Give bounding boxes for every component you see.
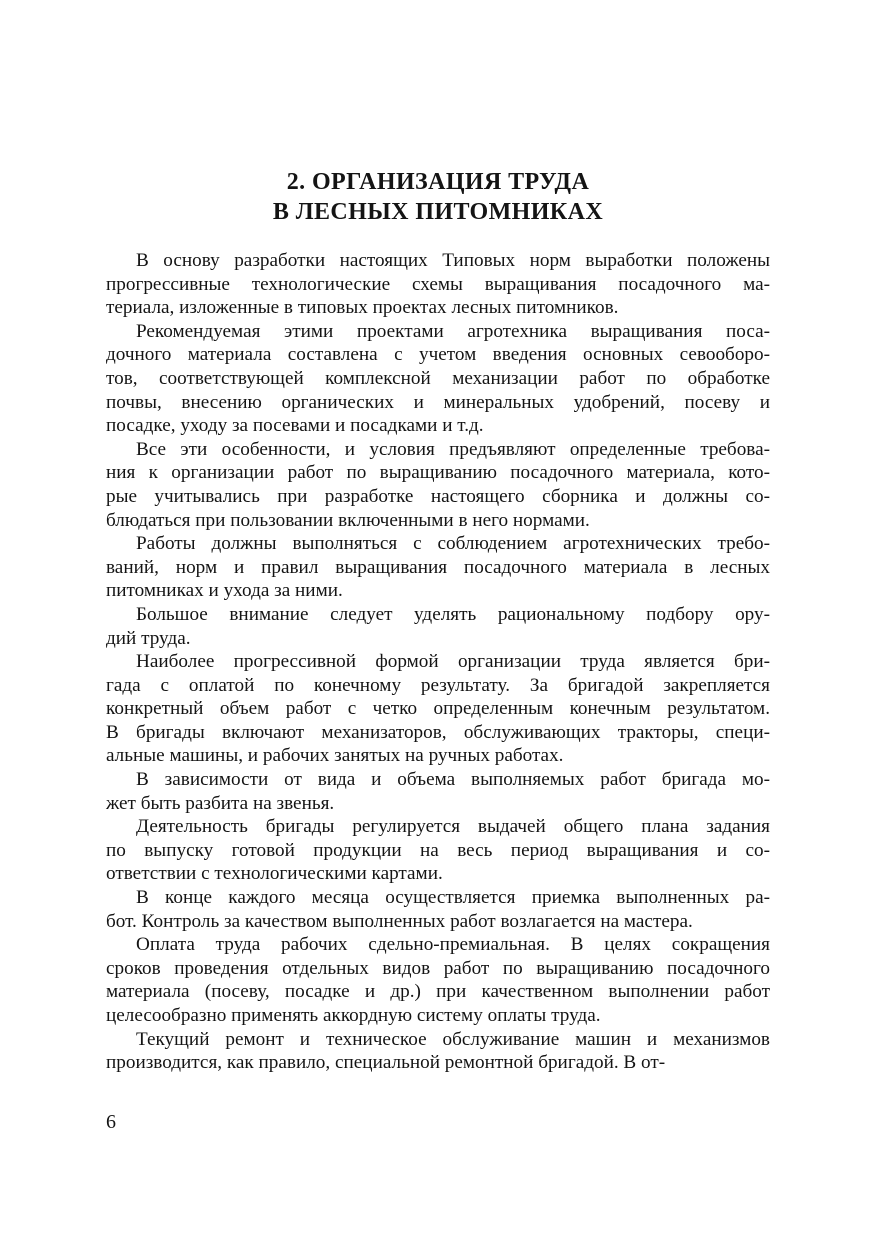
text-line: питомниках и ухода за ними.: [106, 580, 343, 602]
paragraph: [106, 768, 770, 815]
paragraph: [106, 532, 770, 603]
text-line: жет быть разбита на звенья.: [106, 792, 335, 814]
text-line: дочного материала составлена с учетом введения основных севооборо-: [106, 344, 770, 366]
text-line: производится, как правило, специальной ремонтной бригадой. В от-: [106, 1052, 666, 1074]
text-line: конкретный объем работ с четко определенным конечным результатом.: [106, 698, 770, 720]
text-line: ответствии с технологическими картами.: [106, 863, 443, 885]
section-title-line-1: 2. ОРГАНИЗАЦИЯ ТРУДА: [286, 169, 590, 195]
text-line: Текущий ремонт и техническое обслуживание машин и механизмов: [136, 1028, 770, 1050]
text-line: ния к организации работ по выращиванию посадочного материала, кото-: [106, 462, 770, 484]
text-line: бот. Контроль за качеством выполненных работ возлагается на мастера.: [106, 910, 693, 932]
paragraph: [106, 320, 770, 438]
text-line: тов, соответствующей комплексной механизации работ по обработке: [106, 367, 770, 389]
page-number: 6: [106, 1111, 116, 1133]
text-line: териала, изложенные в типовых проектах лесных питомников.: [106, 297, 619, 319]
text-line: посадке, уходу за посевами и посадками и т.д.: [106, 415, 484, 437]
text-line: гада с оплатой по конечному результату. За бригадой закрепляется: [106, 674, 770, 696]
text-line: рые учитывались при разработке настоящего сборника и должны со-: [106, 485, 770, 507]
paragraph: [106, 1028, 770, 1075]
text-line: по выпуску готовой продукции на весь период выращивания и со-: [106, 839, 770, 861]
paragraph: [106, 886, 770, 933]
paragraph: [106, 933, 770, 1027]
paragraph: [106, 650, 770, 768]
text-line: В конце каждого месяца осуществляется приемка выполненных ра-: [136, 887, 770, 909]
text-line: В основу разработки настоящих Типовых норм выработки положены: [136, 250, 770, 271]
text-line: почвы, внесению органических и минеральных удобрений, посеву и: [106, 391, 770, 413]
text-line: материала (посеву, посадке и др.) при качественном выполнении работ: [106, 981, 770, 1003]
text-line: В бригады включают механизаторов, обслуживающих тракторы, специ-: [106, 721, 770, 743]
text-line: прогрессивные технологические схемы выращивания посадочного ма-: [106, 273, 770, 295]
text-line: блюдаться при пользовании включенными в него нормами.: [106, 509, 590, 531]
text-line: дий труда.: [106, 627, 191, 649]
text-line: Наиболее прогрессивной формой организации труда является бри-: [136, 651, 770, 673]
text-line: Все эти особенности, и условия предъявляют определенные требова-: [136, 438, 770, 460]
section-title-line-2: В ЛЕСНЫХ ПИТОМНИКАХ: [272, 199, 604, 225]
text-line: В зависимости от вида и объема выполняемых работ бригада мо-: [136, 769, 770, 791]
document-page: [106, 0, 770, 1240]
text-line: Рекомендуемая этими проектами агротехника выращивания поса-: [136, 320, 770, 342]
body-text: [106, 249, 770, 1075]
text-line: Работы должны выполняться с соблюдением агротехнических требо-: [136, 533, 770, 555]
section-title: [106, 167, 770, 227]
text-line: сроков проведения отдельных видов работ по выращиванию посадочного: [106, 957, 770, 979]
paragraph: [106, 815, 770, 886]
paragraph: [106, 438, 770, 532]
text-line: альные машины, и рабочих занятых на ручных работах.: [106, 745, 564, 767]
text-line: Оплата труда рабочих сдельно-премиальная. В целях сокращения: [136, 934, 770, 956]
text-line: Большое внимание следует уделять рациональному подбору ору-: [136, 603, 770, 625]
text-line: Деятельность бригады регулируется выдачей общего плана задания: [136, 816, 770, 838]
text-line: ваний, норм и правил выращивания посадочного материала в лесных: [106, 556, 770, 578]
text-line: целесообразно применять аккордную систему оплаты труда.: [106, 1005, 601, 1026]
paragraph: [106, 603, 770, 650]
paragraph: [106, 249, 770, 320]
